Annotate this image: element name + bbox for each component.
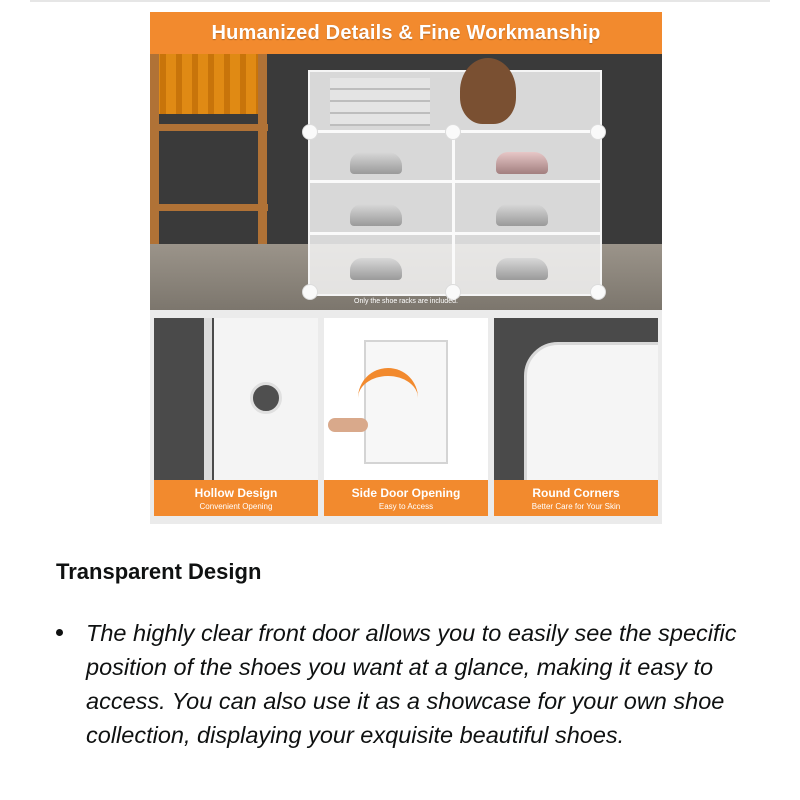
panel-subtitle: Convenient Opening (199, 502, 273, 511)
connector-knob (302, 124, 318, 140)
panel-label (154, 480, 318, 516)
feature-bullet-list (56, 616, 776, 752)
shoe (350, 204, 402, 226)
ladder-rung (150, 204, 268, 211)
shelf (310, 232, 600, 235)
top-divider (30, 0, 770, 2)
section-title: Transparent Design (56, 559, 262, 584)
feature-panel-round-corners (494, 318, 658, 516)
panel-title: Round Corners (532, 486, 620, 500)
shoe-cabinet (308, 70, 602, 296)
panel-title: Side Door Opening (351, 486, 461, 500)
connector-knob (445, 124, 461, 140)
panel-title: Hollow Design (194, 486, 278, 500)
hand-icon (328, 418, 368, 432)
image-banner (150, 12, 662, 54)
feature-panel-side-door (324, 318, 488, 516)
ladder-rung (150, 124, 268, 131)
panel-subtitle: Better Care for Your Skin (531, 502, 621, 511)
curtain-decor (150, 54, 260, 114)
shoe (350, 258, 402, 280)
product-image[interactable] (150, 12, 662, 524)
shelf (310, 180, 600, 183)
panel-label (324, 480, 488, 516)
door-edge (204, 318, 212, 480)
shoe-rack-scene (150, 54, 662, 310)
connector-knob (590, 124, 606, 140)
shoe (496, 152, 548, 174)
panel-subtitle: Easy to Access (378, 502, 434, 511)
books (330, 78, 430, 126)
shoe (496, 204, 548, 226)
bullet-icon (56, 629, 63, 636)
list-item (56, 616, 776, 752)
shoe (350, 152, 402, 174)
included-note: Only the shoe racks are included. (354, 298, 458, 305)
feature-panel-hollow-design (154, 318, 318, 516)
teddy-bear (460, 58, 516, 124)
feature-panels (150, 318, 662, 524)
banner-title: Humanized Details & Fine Workmanship (211, 21, 601, 44)
shoe (496, 258, 548, 280)
hollow-handle-icon (250, 382, 282, 414)
cabinet-divider (452, 132, 455, 294)
bullet-text: The highly clear front door allows you to easily see the specific position of the shoes you want at a glance, making it easy to access. You can also use it as a showcase for your own shoe collection, displaying your exquisite beautiful shoes. (86, 620, 737, 748)
panel-label (494, 480, 658, 516)
